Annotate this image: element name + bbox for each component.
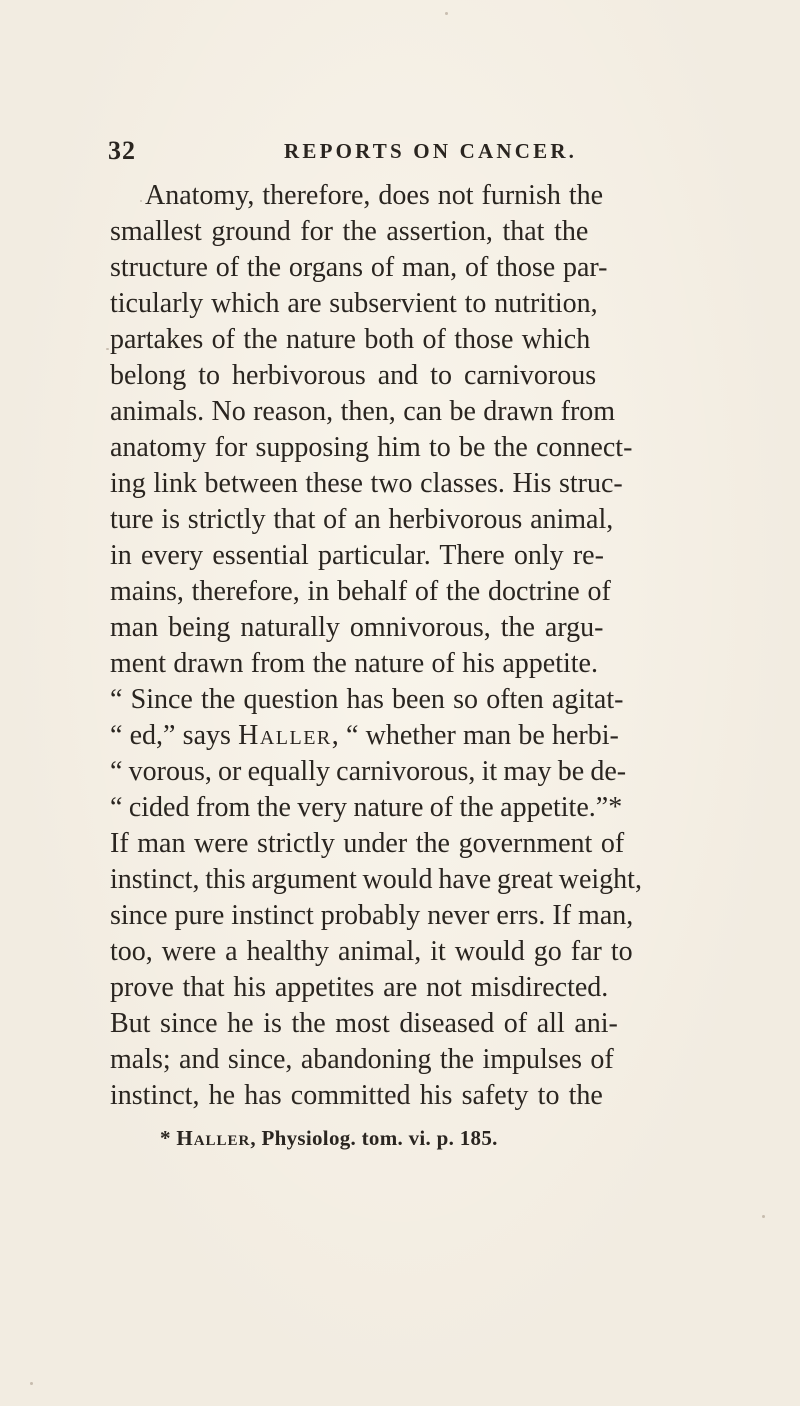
text-line: man being naturally omnivorous, the argu- [110, 612, 604, 643]
text-line: smallest ground for the assertion, that the [110, 216, 589, 247]
text-line: If man were strictly under the government of [110, 828, 625, 859]
text-line: “ cided from the very nature of the appetite.”* [110, 792, 623, 823]
text-line: mains, therefore, in behalf of the doctrine of [110, 576, 611, 607]
text-run: , “ whether man be herbi- [331, 720, 619, 751]
paper-speck [30, 1382, 33, 1385]
text-line: instinct, he has committed his safety to the [110, 1080, 603, 1111]
footnote-author: Haller [176, 1126, 251, 1150]
text-line [110, 722, 619, 750]
text-line: instinct, this argument would have great weight, [110, 864, 642, 895]
text-line: prove that his appetites are not misdirected. [110, 972, 609, 1003]
paper-speck [445, 12, 448, 15]
running-title: REPORTS ON CANCER. [284, 139, 578, 163]
text-line: structure of the organs of man, of those par- [110, 252, 608, 283]
footnote [160, 1126, 498, 1151]
text-line: since pure instinct probably never errs. If man, [110, 900, 634, 931]
text-line: partakes of the nature both of those which [110, 324, 591, 355]
paper-speck [140, 200, 142, 202]
text-line: ticularly which are subservient to nutrition, [110, 288, 598, 319]
text-line: belong to herbivorous and to carnivorous [110, 360, 597, 391]
text-line: too, were a healthy animal, it would go far to [110, 936, 633, 967]
text-line: mals; and since, abandoning the impulses of [110, 1044, 614, 1075]
text-line: “ Since the question has been so often agitat- [110, 684, 624, 715]
running-head [108, 136, 748, 176]
page-number: 32 [108, 136, 136, 165]
text-line: ment drawn from the nature of his appetite. [110, 648, 598, 679]
footnote-marker: * [160, 1126, 171, 1150]
text-line: anatomy for supposing him to be the connect- [110, 432, 633, 463]
text-run: “ ed,” says [110, 720, 239, 751]
text-line: “ vorous, or equally carnivorous, it may be de- [110, 756, 627, 787]
text-line: in every essential particular. There only re- [110, 540, 604, 571]
author-name: Haller [238, 720, 332, 751]
text-line: But since he is the most diseased of all ani- [110, 1008, 618, 1039]
paper-speck [762, 1215, 765, 1218]
text-line: ing link between these two classes. His struc- [110, 468, 623, 499]
text-line: Anatomy, therefore, does not furnish the [145, 180, 604, 211]
footnote-citation: , Physiolog. tom. vi. p. 185. [250, 1126, 498, 1150]
text-line: ture is strictly that of an herbivorous animal, [110, 504, 614, 535]
text-line: animals. No reason, then, can be drawn from [110, 396, 616, 427]
paper-speck [106, 348, 109, 350]
